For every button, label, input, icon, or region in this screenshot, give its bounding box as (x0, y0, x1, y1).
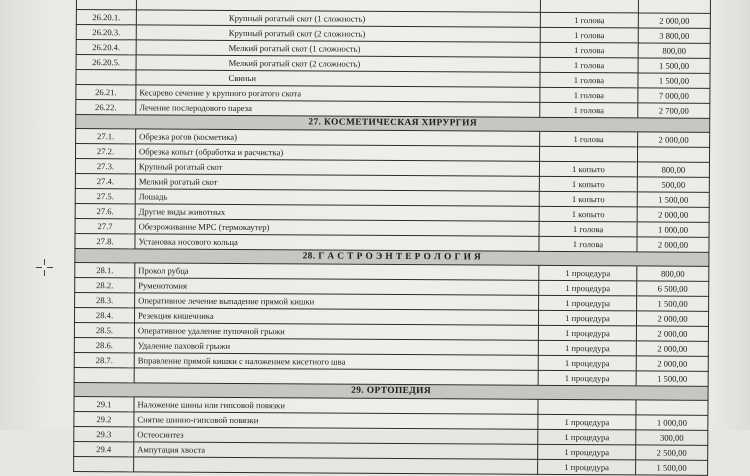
service-name: Установка носового кольца (135, 234, 539, 251)
price: 1 500,00 (638, 73, 710, 88)
unit (539, 146, 637, 162)
service-name: Вправление прямой кишки с наложением кисетного шва (134, 353, 538, 370)
unit: 1 процедура (538, 459, 636, 475)
price: 300,00 (636, 430, 708, 445)
section-title: 29. ОРТОПЕДИЯ (74, 382, 708, 400)
row-number: 27.3. (75, 158, 135, 173)
service-name: Крупный рогатый скот (2 сложность) (136, 25, 540, 42)
table-row (74, 456, 708, 475)
row-number: 28.1. (75, 262, 135, 277)
price: 800,00 (638, 43, 710, 58)
row-number: 27.2. (75, 144, 135, 159)
service-name: Прокол рубца (135, 263, 539, 280)
section-title: 28. Г А С Т Р О Э Н Т Е Р О Л О Г И Я (75, 248, 709, 266)
crosshair-icon (36, 259, 53, 276)
service-name: Кесарево сечение у крупного рогатого скота (136, 85, 540, 102)
row-number (74, 367, 134, 382)
service-name: Свиньи (136, 70, 540, 87)
service-name: Обрезка рогов (косметика) (136, 129, 540, 146)
price (638, 0, 710, 13)
service-name: Остеосинтез (134, 427, 538, 444)
service-name: Мелкий рогатый скот (2 сложность) (136, 55, 540, 72)
unit: 1 копыто (539, 161, 637, 177)
row-number: 26.22. (76, 100, 136, 115)
price: 2 000,00 (636, 311, 708, 326)
price: 2 000,00 (636, 341, 708, 356)
price: 2 000,00 (637, 237, 709, 252)
row-number: 27.6. (75, 203, 135, 218)
unit: 1 процедура (538, 370, 636, 386)
service-name: Мелкий рогатый скот (135, 174, 539, 191)
row-number: 29.1 (74, 396, 134, 411)
price: 800,00 (637, 162, 709, 177)
service-name: Мелкий рогатый скот (1 сложность) (136, 40, 540, 57)
row-number: 28.7. (74, 352, 134, 367)
price: 2 000,00 (636, 356, 708, 371)
row-number: 28.5. (74, 322, 134, 337)
price: 800,00 (637, 266, 709, 281)
service-name: Лошадь (135, 189, 539, 206)
row-number: 28.6. (74, 337, 134, 352)
service-name: Ампутация хвоста (134, 442, 538, 459)
service-name: Снятие шинно-гипсовой повязки (134, 412, 538, 429)
service-name: Резекция кишечника (134, 308, 538, 325)
row-number: 27.5. (75, 188, 135, 203)
service-name: Удаление паховой грыжи (134, 338, 538, 355)
price (636, 400, 708, 415)
row-number: 26.20.4. (76, 40, 136, 55)
unit: 1 процедура (538, 429, 636, 445)
unit: 1 голова (540, 42, 638, 58)
row-number: 27.7 (75, 218, 135, 233)
price: 1 500,00 (638, 58, 710, 73)
service-name (134, 457, 538, 474)
row-number: 29.4 (74, 441, 134, 456)
unit: 1 процедура (539, 265, 637, 281)
row-number: 27.8. (75, 233, 135, 248)
price: 2 000,00 (638, 13, 710, 28)
row-number (76, 0, 136, 10)
service-name: Оперативное удаление пупочной грыжи (134, 323, 538, 340)
price: 6 500,00 (637, 281, 709, 296)
service-name: Другие виды животных (135, 204, 539, 221)
price (637, 147, 709, 162)
price: 500,00 (637, 177, 709, 192)
row-number: 29.3 (74, 426, 134, 441)
unit: 1 голова (540, 12, 638, 28)
unit: 1 процедура (538, 325, 636, 341)
unit: 1 голова (539, 236, 637, 252)
row-number: 28.4. (74, 307, 134, 322)
unit: 1 процедура (538, 355, 636, 371)
price-table-body (74, 0, 711, 475)
service-name: Крупный рогатый скот (135, 159, 539, 176)
row-number: 26.21. (76, 85, 136, 100)
row-number: 29.2 (74, 411, 134, 426)
price: 2 000,00 (637, 207, 709, 222)
unit: 1 голова (540, 27, 638, 43)
price-table (73, 0, 711, 476)
unit: 1 процедура (538, 444, 636, 460)
price: 2 000,00 (636, 326, 708, 341)
price: 2 000,00 (638, 132, 710, 147)
unit: 1 процедура (539, 280, 637, 296)
unit: 1 копыто (539, 191, 637, 207)
price: 2 700,00 (638, 103, 710, 118)
unit: 1 голова (540, 87, 638, 103)
row-number (74, 456, 134, 471)
price: 1 500,00 (637, 192, 709, 207)
row-number (76, 70, 136, 85)
unit: 1 копыто (539, 206, 637, 222)
row-number: 26.20.3. (76, 25, 136, 40)
price: 2 500,00 (636, 445, 708, 460)
price: 1 500,00 (636, 371, 708, 386)
row-number: 26.20.1. (76, 10, 136, 25)
row-number: 27.1. (76, 129, 136, 144)
row-number: 28.3. (75, 292, 135, 307)
price: 7 000,00 (638, 88, 710, 103)
service-name: Наложение шины или гипсовой повязки (134, 397, 538, 414)
unit (540, 0, 638, 13)
price: 3 800,00 (638, 28, 710, 43)
price: 1 500,00 (637, 296, 709, 311)
unit: 1 голова (540, 131, 638, 147)
unit (538, 399, 636, 415)
service-name: Оперативное лечение выпадение прямой кишки (135, 293, 539, 310)
unit: 1 голова (540, 102, 638, 118)
unit: 1 голова (540, 57, 638, 73)
price: 1 000,00 (637, 222, 709, 237)
unit: 1 копыто (539, 176, 637, 192)
row-number: 28.2. (75, 277, 135, 292)
price: 1 000,00 (636, 415, 708, 430)
unit: 1 голова (539, 221, 637, 237)
row-number: 26.20.5. (76, 55, 136, 70)
row-number: 27.4. (75, 173, 135, 188)
section-title: 27. КОСМЕТИЧЕСКАЯ ХИРУРГИЯ (76, 115, 710, 133)
service-name: Лечение послеродового пареза (136, 100, 540, 117)
service-name: Руменотомия (135, 278, 539, 295)
service-name: Обезроживание МРС (термокаутер) (135, 219, 539, 236)
unit: 1 процедура (538, 414, 636, 430)
service-name: Крупный рогатый скот (1 сложность) (136, 10, 540, 27)
price: 1 500,00 (636, 460, 708, 475)
unit: 1 голова (540, 72, 638, 88)
unit: 1 процедура (538, 310, 636, 326)
service-name: Обрезка копыт (обработка и расчистка) (135, 144, 539, 161)
unit: 1 процедура (539, 295, 637, 311)
unit: 1 процедура (538, 340, 636, 356)
